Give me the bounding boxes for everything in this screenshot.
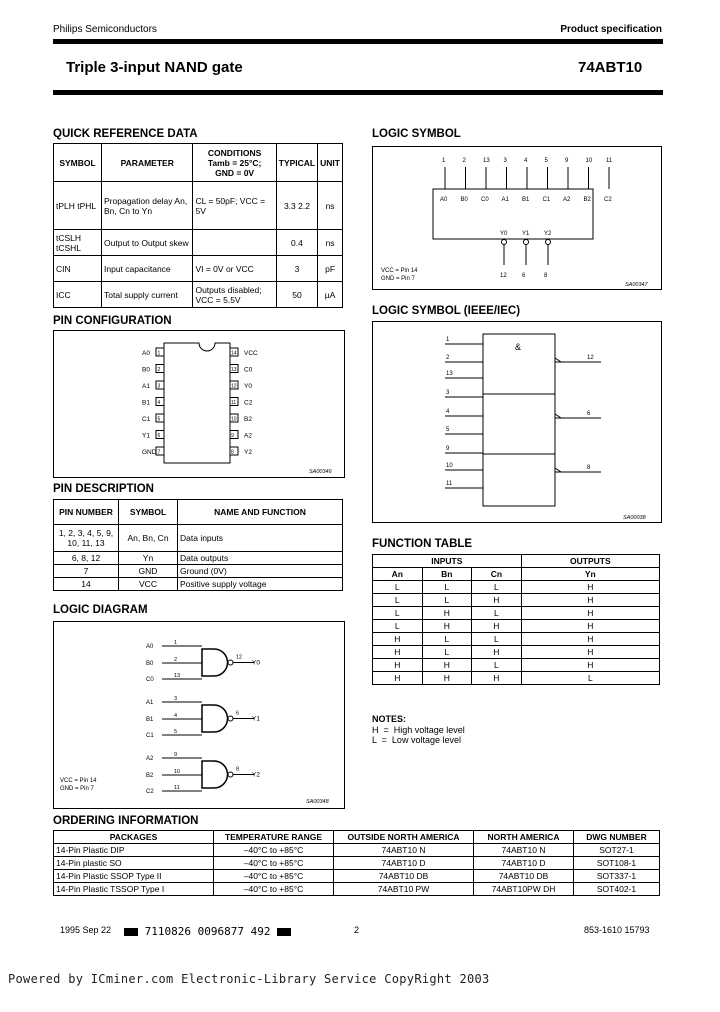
ls-input-label: B1 — [522, 197, 530, 203]
table-row: 14-Pin plastic SO –40°C to +85°C 74ABT10 D 74ABT10 D SOT108-1 — [54, 857, 660, 870]
table-row: 14-Pin Plastic TSSOP Type I –40°C to +85°C 74ABT10 PW 74ABT10PW DH SOT402-1 — [54, 883, 660, 896]
table-row: tCSLH tCSHL Output to Output skew 0.4 ns — [54, 230, 343, 256]
qr-header: PARAMETER — [102, 144, 193, 182]
pc-right-pin-num: 8 — [231, 449, 234, 456]
ft-notes-title: NOTES: — [372, 714, 407, 724]
ft-note-l: L = Low voltage level — [372, 735, 461, 745]
pc-right-pin-label: C2 — [244, 399, 253, 407]
ld-input-pin: 4 — [174, 713, 178, 719]
ld-output-pin: 6 — [236, 710, 240, 717]
logic-diagram — [54, 622, 344, 808]
ieee-input-pin: 3 — [446, 390, 450, 396]
table-row: ICC Total supply current Outputs disabled; VCC = 5.5V 50 µA — [54, 282, 343, 308]
ls-top-pin: 1 — [442, 158, 446, 164]
ieee-input-pin: 9 — [446, 446, 450, 452]
ls-output-label: Y0 — [500, 231, 508, 237]
pin-config-heading: PIN CONFIGURATION — [53, 315, 172, 327]
footer-doc-no: 853-1610 15793 — [584, 925, 650, 935]
quick-ref-table — [53, 143, 343, 308]
table-row: L L H H — [373, 594, 660, 607]
pc-right-pin-num: 12 — [231, 383, 237, 390]
ld-output-label: Y1 — [252, 715, 260, 723]
table-row: H H L H — [373, 659, 660, 672]
ieee-input-pin: 4 — [446, 409, 450, 415]
ieee-heading: LOGIC SYMBOL (IEEE/IEC) — [372, 305, 521, 317]
ld-input-pin: 5 — [174, 729, 178, 735]
pc-right-pin-num: 13 — [231, 367, 237, 373]
ld-input-pin: 10 — [174, 769, 181, 775]
ld-input-label: B1 — [146, 717, 154, 723]
quick-ref-heading: QUICK REFERENCE DATA — [53, 128, 198, 140]
ls-top-pin: 3 — [503, 158, 507, 164]
ld-input-pin: 3 — [174, 696, 178, 702]
ls-output-pin: 6 — [522, 273, 526, 279]
table-row: 1, 2, 3, 4, 5, 9, 10, 11, 13 An, Bn, Cn Data inputs — [54, 525, 343, 552]
pc-right-pin-num: 11 — [231, 400, 237, 406]
ft-note-h: H = High voltage level — [372, 725, 465, 735]
pc-left-pin-label: A1 — [142, 383, 150, 390]
ls-input-label: B0 — [460, 197, 468, 203]
ld-input-pin: 1 — [174, 640, 178, 646]
ieee-input-pin: 5 — [446, 427, 450, 433]
dip-package-diagram — [54, 331, 344, 477]
pc-right-pin-num: 14 — [231, 350, 237, 357]
pc-left-pin-label: B1 — [142, 399, 150, 407]
table-row: tPLH tPHL Propagation delay An, Bn, Cn to Yn CL = 50pF; VCC = 5V 3.3 2.2 ns — [54, 182, 343, 230]
ls-inversion-bubble — [524, 240, 529, 245]
ld-output-pin: 12 — [236, 654, 243, 661]
pin-config-frame — [53, 330, 345, 478]
ld-output-label: Y0 — [252, 659, 260, 667]
ieee-input-pin: 1 — [446, 337, 450, 343]
page-title: Triple 3-input NAND gate — [66, 59, 243, 76]
ld-input-pin: 9 — [174, 752, 178, 758]
ieee-negation-mark — [555, 358, 561, 362]
pin-desc-table: PIN NUMBER SYMBOL NAME AND FUNCTION 1, 2, 3, 4, 5, 9, 10, 11, 13 An, Bn, Cn Data inputs 6, 8, 12 Yn Data outputs 7 GND Ground (0V) 14 VCC Positive supply voltage — [53, 499, 343, 591]
ls-output-label: Y1 — [522, 231, 530, 237]
ls-top-pin: 2 — [462, 158, 466, 164]
pc-left-pin-label: A0 — [142, 350, 150, 357]
qr-header: SYMBOL — [54, 144, 102, 182]
pc-left-pin-num: 5 — [157, 416, 161, 423]
function-table: INPUTS OUTPUTS An Bn Cn Yn L L L H L L H H L H L H L H H H H L L H H L H H H H L H H H H L — [372, 554, 660, 685]
pc-right-pin-label: B2 — [244, 416, 252, 423]
pc-right-pin-label: Y2 — [244, 449, 252, 456]
ld-input-pin: 2 — [174, 657, 178, 663]
pc-left-pin-num: 3 — [157, 383, 161, 390]
pc-left-pin-num: 6 — [157, 433, 161, 439]
company-name: Philips Semiconductors — [53, 24, 157, 35]
ieee-negation-mark — [555, 468, 561, 472]
qr-header: UNIT — [318, 144, 343, 182]
nand-gate — [202, 761, 228, 788]
pc-right-pin-label: Y0 — [244, 383, 252, 390]
pc-left-pin-label: C1 — [142, 416, 151, 423]
ls-input-label: C0 — [481, 197, 489, 203]
ls-top-pin: 4 — [524, 158, 528, 164]
part-number: 74ABT10 — [578, 59, 643, 76]
ld-output-pin: 8 — [236, 766, 240, 773]
ieee-output-pin: 6 — [587, 411, 591, 417]
ieee-frame — [372, 321, 662, 523]
ld-inversion-bubble — [228, 772, 233, 777]
ld-vcc-note: VCC = Pin 14 — [60, 778, 97, 784]
footer-page: 2 — [354, 925, 360, 935]
ld-input-label: C1 — [146, 733, 154, 739]
ld-output-label: Y2 — [252, 771, 260, 779]
logic-symbol-heading: LOGIC SYMBOL — [372, 128, 461, 140]
ls-top-pin: 11 — [606, 158, 613, 164]
ld-inversion-bubble — [228, 716, 233, 721]
logic-diagram-frame — [53, 621, 345, 809]
ls-output-pin: 8 — [544, 273, 548, 279]
ls-gnd-note: GND = Pin 7 — [381, 276, 415, 282]
pin-desc-heading: PIN DESCRIPTION — [53, 483, 154, 495]
table-row: H L H H — [373, 646, 660, 659]
pc-right-pin-num: 10 — [231, 416, 237, 423]
ieee-input-pin: 10 — [446, 463, 453, 469]
ls-inversion-bubble — [546, 240, 551, 245]
footer-barcode: 7110826 0096877 492 — [124, 925, 291, 938]
table-row: CIN Input capacitance VI = 0V or VCC 3 pF — [54, 256, 343, 282]
ls-top-pin: 10 — [585, 158, 593, 164]
ieee-input-pin: 11 — [446, 481, 453, 487]
title-rule — [53, 90, 663, 95]
ieee-symbol-diagram — [373, 322, 661, 522]
ieee-and-symbol: & — [515, 342, 522, 352]
ls-output-pin: 12 — [500, 273, 507, 279]
ld-code: SA00348 — [306, 799, 329, 805]
ieee-negation-mark — [555, 414, 561, 418]
ld-input-label: A2 — [146, 756, 154, 762]
ld-input-pin: 13 — [174, 673, 181, 679]
nand-gate — [202, 649, 228, 676]
table-row: 14-Pin Plastic SSOP Type II –40°C to +85°C 74ABT10 DB 74ABT10 DB SOT337-1 — [54, 870, 660, 883]
logic-symbol-diagram — [373, 147, 661, 289]
table-row: 14 VCC Positive supply voltage — [54, 578, 343, 591]
ld-input-label: C0 — [146, 677, 154, 683]
ld-input-label: B0 — [146, 661, 154, 667]
pc-left-pin-label: GND — [142, 449, 157, 456]
ls-input-label: C2 — [604, 197, 612, 203]
logic-diagram-heading: LOGIC DIAGRAM — [53, 604, 148, 616]
ls-inversion-bubble — [502, 240, 507, 245]
ls-input-label: A1 — [501, 197, 509, 203]
pc-left-pin-num: 7 — [157, 449, 161, 456]
ls-input-label: C1 — [542, 197, 551, 203]
pc-right-pin-label: A2 — [244, 432, 252, 440]
ls-top-pin: 13 — [483, 158, 490, 164]
table-row: L H H H — [373, 620, 660, 633]
ordering-heading: ORDERING INFORMATION — [53, 815, 199, 827]
table-row: 14-Pin Plastic DIP –40°C to +85°C 74ABT10 N 74ABT10 N SOT27-1 — [54, 844, 660, 857]
table-row: L H L H — [373, 607, 660, 620]
table-row: 7 GND Ground (0V) — [54, 565, 343, 578]
qr-header: TYPICAL — [276, 144, 317, 182]
footer-date: 1995 Sep 22 — [60, 925, 112, 935]
pc-left-pin-label: Y1 — [142, 432, 150, 440]
table-row: L L L H — [373, 581, 660, 594]
header-rule — [53, 39, 663, 44]
doc-type: Product specification — [560, 24, 662, 35]
qr-header-conditions: CONDITIONS Tamb = 25°C; GND = 0V — [193, 144, 276, 182]
ieee-output-pin: 12 — [587, 355, 594, 361]
ls-input-label: B2 — [583, 197, 591, 203]
pc-right-pin-num: 9 — [231, 433, 234, 439]
ieee-input-pin: 2 — [446, 355, 450, 361]
pc-right-pin-label: C0 — [244, 366, 253, 374]
pc-right-pin-label: VCC — [244, 350, 258, 357]
powered-by-footer: Powered by ICminer.com Electronic-Library Service CopyRight 2003 — [8, 972, 490, 986]
pc-left-pin-label: B0 — [142, 366, 150, 374]
ld-gnd-note: GND = Pin 7 — [60, 786, 94, 792]
table-row: H L L H — [373, 633, 660, 646]
function-table-heading: FUNCTION TABLE — [372, 538, 473, 550]
ld-input-label: A1 — [146, 700, 154, 706]
pc-left-pin-num: 1 — [157, 350, 161, 357]
ls-top-pin: 9 — [565, 158, 569, 164]
ieee-output-pin: 8 — [587, 465, 591, 471]
pc-left-pin-num: 4 — [157, 400, 161, 406]
ld-inversion-bubble — [228, 660, 233, 665]
ld-input-label: C2 — [146, 789, 154, 795]
ordering-table: PACKAGES TEMPERATURE RANGE OUTSIDE NORTH AMERICA NORTH AMERICA DWG NUMBER 14-Pin Plastic DIP –40°C to +85°C 74ABT10 N 74ABT10 N SOT27-1 14-Pin plastic SO –40°C to +85°C 74ABT10 D 74ABT10 D SOT108-1 14-Pin Plastic SSOP Type II –40°C to +85°C 74ABT10 DB 74ABT10 DB SOT337-1 14-Pin Plastic TSSOP Type I –40°C to +85°C 74ABT10 PW 74ABT10PW DH SOT402-1 — [53, 830, 660, 896]
table-row: H H H L — [373, 672, 660, 685]
ld-input-pin: 11 — [174, 785, 180, 791]
pc-left-pin-num: 2 — [157, 367, 161, 373]
ls-top-pin: 5 — [544, 158, 548, 164]
ls-vcc-note: VCC = Pin 14 — [381, 268, 418, 274]
ls-input-label: A2 — [563, 197, 571, 203]
ls-input-label: A0 — [440, 197, 448, 203]
ls-code: SA00347 — [625, 282, 648, 288]
ls-output-label: Y2 — [544, 231, 552, 237]
logic-symbol-frame — [372, 146, 662, 290]
ld-input-label: B2 — [146, 773, 154, 779]
table-row: 6, 8, 12 Yn Data outputs — [54, 552, 343, 565]
ieee-code: SA00038 — [623, 515, 646, 521]
nand-gate — [202, 705, 228, 732]
ieee-input-pin: 13 — [446, 371, 453, 377]
ld-input-label: A0 — [146, 644, 154, 650]
pc-code: SA00346 — [309, 469, 332, 475]
